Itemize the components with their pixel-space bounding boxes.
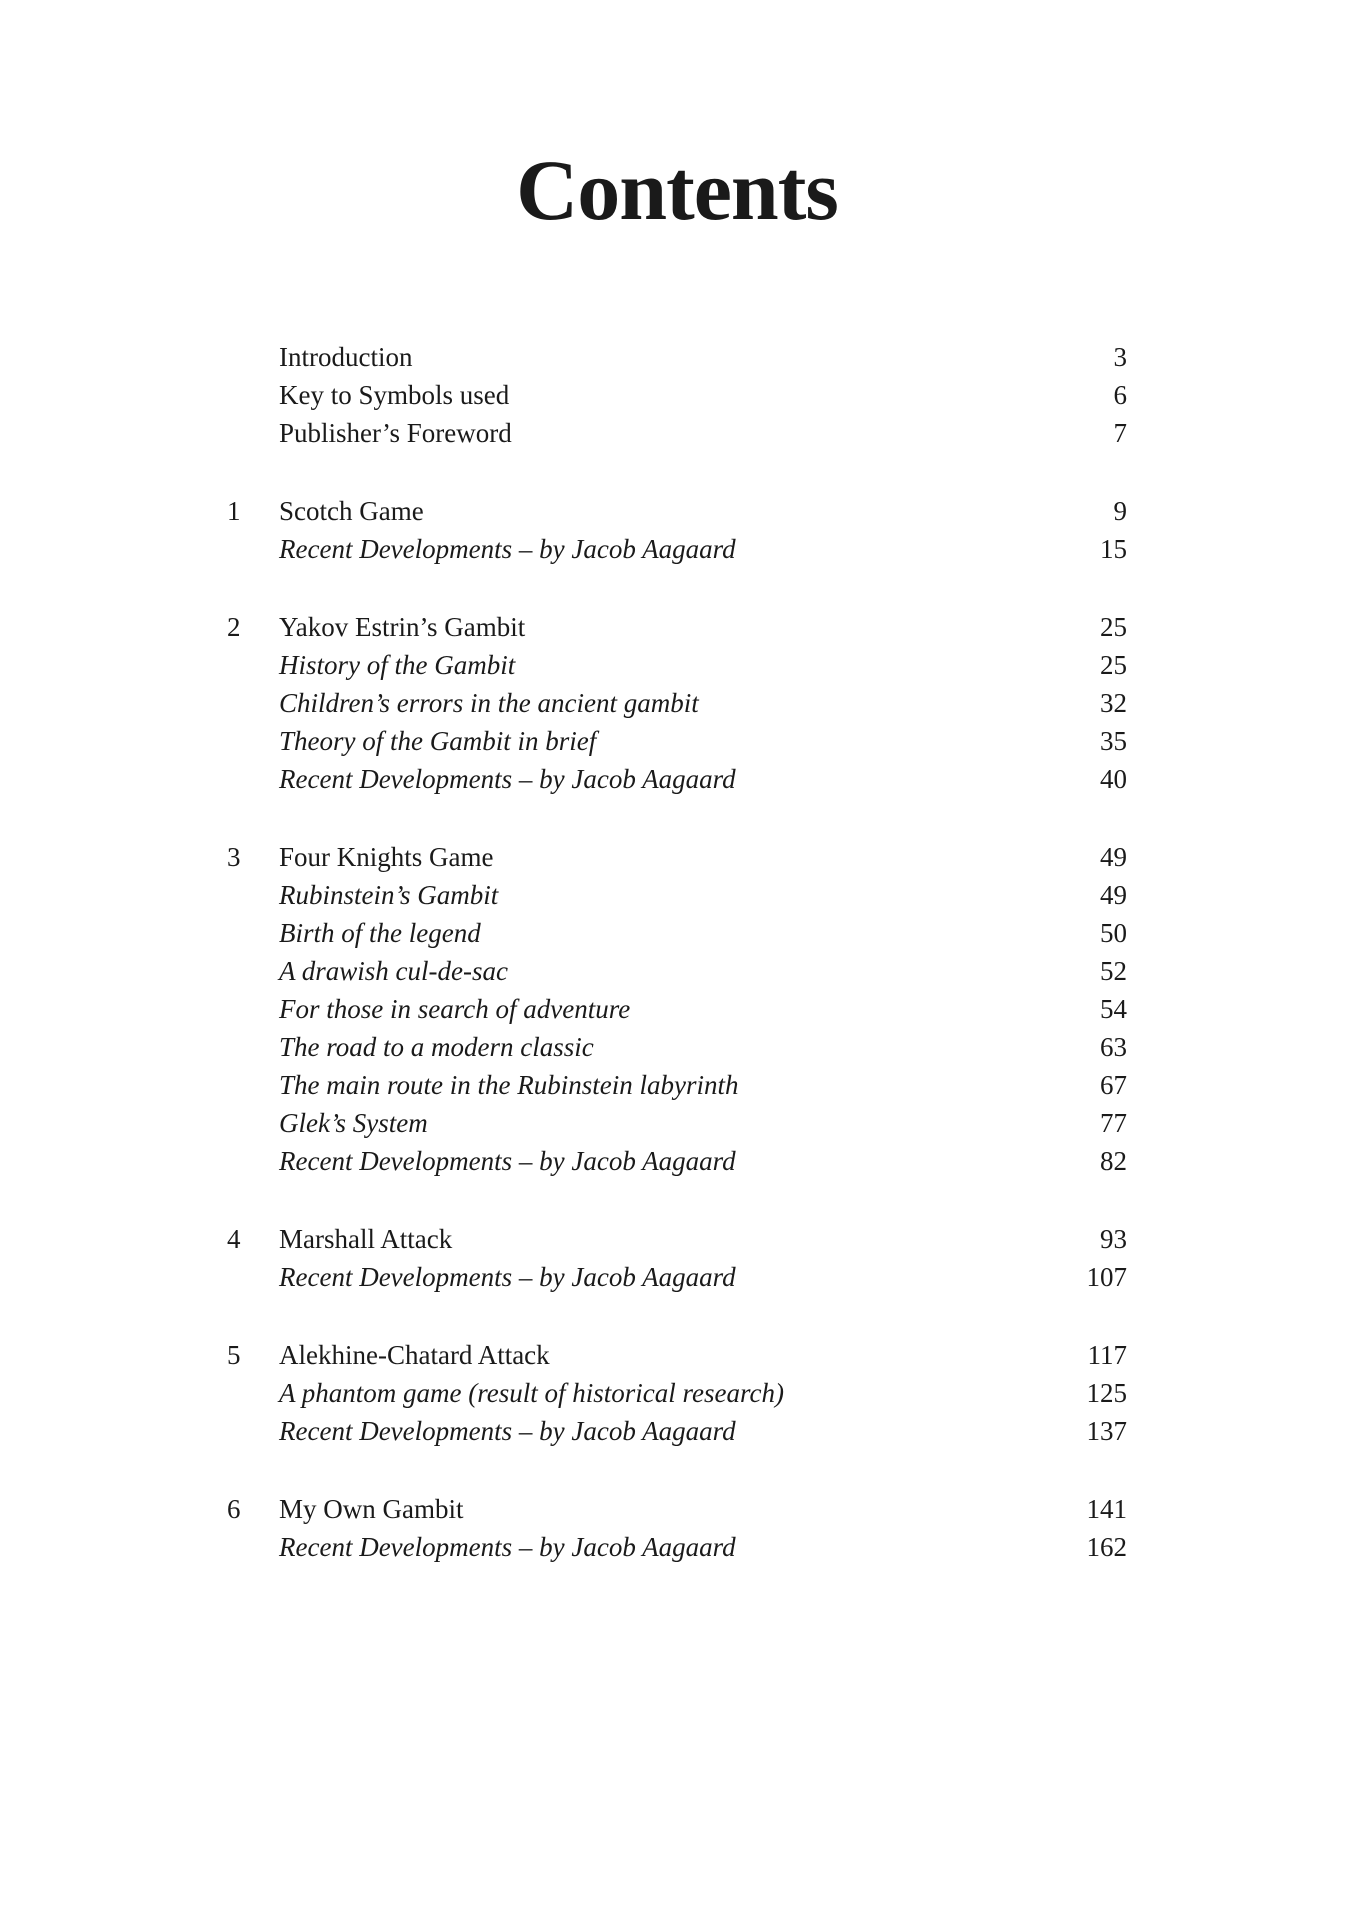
chapter-label: Marshall Attack xyxy=(279,1224,453,1254)
chapter-number: 6 xyxy=(227,1494,241,1524)
subsection-entry[interactable] xyxy=(227,646,1127,684)
subsection-entry[interactable] xyxy=(227,530,1127,568)
page-title: Contents xyxy=(516,142,838,238)
front-matter-group xyxy=(227,338,1127,452)
chapter-page: 93 xyxy=(1100,1224,1127,1254)
chapter-entry[interactable] xyxy=(227,838,1127,876)
subsection-entry[interactable] xyxy=(227,684,1127,722)
chapter-page: 9 xyxy=(1113,496,1127,526)
subsection-label: History of the Gambit xyxy=(279,650,516,680)
subsection-entry[interactable] xyxy=(227,1528,1127,1566)
chapter-number: 5 xyxy=(227,1340,241,1370)
entry-page: 6 xyxy=(1113,380,1127,410)
subsection-entry[interactable] xyxy=(227,1142,1127,1180)
subsection-page: 67 xyxy=(1100,1070,1127,1100)
chapter-label: Alekhine-Chatard Attack xyxy=(279,1340,550,1370)
chapter-group-5 xyxy=(227,1336,1127,1450)
subsection-label: Birth of the legend xyxy=(279,918,481,948)
spacer xyxy=(227,1180,1127,1220)
subsection-page: 32 xyxy=(1100,688,1127,718)
spacer xyxy=(227,798,1127,838)
chapter-label: Scotch Game xyxy=(279,496,424,526)
subsection-page: 125 xyxy=(1086,1378,1127,1408)
spacer xyxy=(227,568,1127,608)
subsection-label: Glek’s System xyxy=(279,1108,428,1138)
chapter-number: 1 xyxy=(227,496,241,526)
chapter-label: My Own Gambit xyxy=(279,1494,464,1524)
chapter-entry[interactable] xyxy=(227,1490,1127,1528)
subsection-label: A phantom game (result of historical research) xyxy=(279,1378,784,1408)
subsection-page: 63 xyxy=(1100,1032,1127,1062)
chapter-number: 4 xyxy=(227,1224,241,1254)
subsection-label: A drawish cul-de-sac xyxy=(279,956,508,986)
subsection-label: Recent Developments – by Jacob Aagaard xyxy=(279,764,736,794)
subsection-entry[interactable] xyxy=(227,1028,1127,1066)
chapter-number: 2 xyxy=(227,612,241,642)
subsection-page: 40 xyxy=(1100,764,1127,794)
subsection-entry[interactable] xyxy=(227,914,1127,952)
subsection-label: Recent Developments – by Jacob Aagaard xyxy=(279,1262,736,1292)
subsection-label: Recent Developments – by Jacob Aagaard xyxy=(279,534,736,564)
chapter-page: 141 xyxy=(1086,1494,1127,1524)
entry-label: Key to Symbols used xyxy=(279,380,510,410)
subsection-page: 50 xyxy=(1100,918,1127,948)
chapter-group-3 xyxy=(227,838,1127,1180)
chapter-group-2 xyxy=(227,608,1127,798)
list-item[interactable] xyxy=(227,338,1127,376)
entry-page: 3 xyxy=(1113,342,1127,372)
subsection-label: The main route in the Rubinstein labyrinth xyxy=(279,1070,739,1100)
subsection-page: 54 xyxy=(1100,994,1127,1024)
subsection-page: 35 xyxy=(1100,726,1127,756)
chapter-group-1 xyxy=(227,492,1127,568)
chapter-label: Four Knights Game xyxy=(279,842,494,872)
subsection-page: 15 xyxy=(1100,534,1127,564)
subsection-entry[interactable] xyxy=(227,952,1127,990)
subsection-page: 77 xyxy=(1100,1108,1127,1138)
chapter-group-6 xyxy=(227,1490,1127,1566)
subsection-entry[interactable] xyxy=(227,876,1127,914)
subsection-entry[interactable] xyxy=(227,990,1127,1028)
list-item[interactable] xyxy=(227,376,1127,414)
chapter-page: 25 xyxy=(1100,612,1127,642)
chapter-entry[interactable] xyxy=(227,492,1127,530)
table-of-contents xyxy=(227,240,1127,1566)
subsection-label: Recent Developments – by Jacob Aagaard xyxy=(279,1532,736,1562)
subsection-label: Children’s errors in the ancient gambit xyxy=(279,688,699,718)
chapter-group-4 xyxy=(227,1220,1127,1296)
spacer xyxy=(227,1450,1127,1490)
chapter-label: Yakov Estrin’s Gambit xyxy=(279,612,526,642)
chapter-entry[interactable] xyxy=(227,608,1127,646)
list-item[interactable] xyxy=(227,414,1127,452)
subsection-label: Theory of the Gambit in brief xyxy=(279,726,597,756)
chapter-page: 117 xyxy=(1087,1340,1127,1370)
subsection-page: 25 xyxy=(1100,650,1127,680)
spacer xyxy=(227,452,1127,492)
entry-label: Introduction xyxy=(279,342,413,372)
chapter-page: 49 xyxy=(1100,842,1127,872)
subsection-page: 52 xyxy=(1100,956,1127,986)
subsection-label: The road to a modern classic xyxy=(279,1032,594,1062)
subsection-entry[interactable] xyxy=(227,760,1127,798)
chapter-entry[interactable] xyxy=(227,1336,1127,1374)
spacer xyxy=(227,1296,1127,1336)
subsection-page: 107 xyxy=(1086,1262,1127,1292)
chapter-entry[interactable] xyxy=(227,1220,1127,1258)
subsection-entry[interactable] xyxy=(227,1412,1127,1450)
subsection-entry[interactable] xyxy=(227,1066,1127,1104)
subsection-entry[interactable] xyxy=(227,1104,1127,1142)
subsection-entry[interactable] xyxy=(227,1374,1127,1412)
subsection-label: For those in search of adventure xyxy=(279,994,631,1024)
subsection-page: 49 xyxy=(1100,880,1127,910)
subsection-page: 137 xyxy=(1086,1416,1127,1446)
subsection-page: 162 xyxy=(1086,1532,1127,1562)
subsection-label: Recent Developments – by Jacob Aagaard xyxy=(279,1146,736,1176)
subsection-entry[interactable] xyxy=(227,722,1127,760)
subsection-entry[interactable] xyxy=(227,1258,1127,1296)
chapter-number: 3 xyxy=(227,842,241,872)
subsection-label: Recent Developments – by Jacob Aagaard xyxy=(279,1416,736,1446)
subsection-page: 82 xyxy=(1100,1146,1127,1176)
entry-page: 7 xyxy=(1113,418,1127,448)
subsection-label: Rubinstein’s Gambit xyxy=(279,880,499,910)
entry-label: Publisher’s Foreword xyxy=(279,418,512,448)
